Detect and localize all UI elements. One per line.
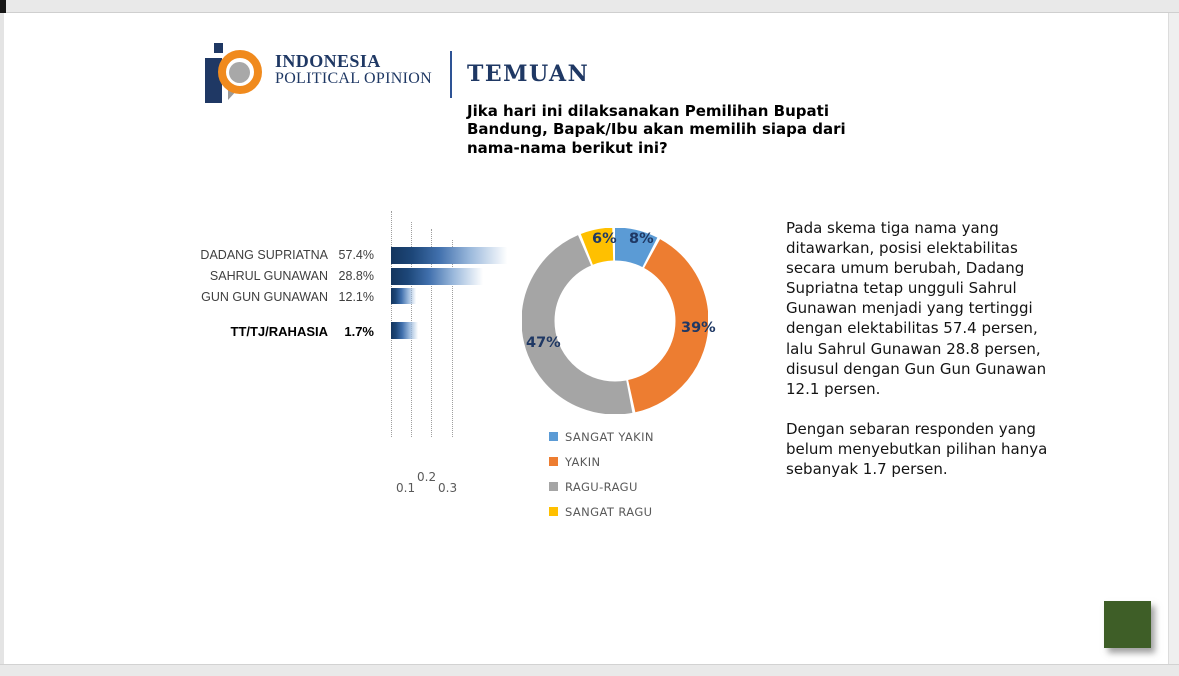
bar-category-row [172,289,374,305]
bar-value-label: 12.1% [338,290,374,304]
commentary-paragraph-2: Dengan sebaran responden yang belum menyebutkan pilihan hanya sebanyak 1.7 persen. [786,419,1048,479]
x-axis-tick-label: 0.3 [438,481,458,495]
bar [391,268,486,285]
bar-category-label: SAHRUL GUNAWAN [209,269,328,283]
legend-label: SANGAT YAKIN [565,429,654,444]
viewer-right-edge [1168,13,1179,676]
header-divider [450,51,452,98]
brand-name-line2: POLITICAL OPINION [275,69,432,87]
commentary [786,218,1056,479]
bar-category-row [172,268,374,284]
legend-label: SANGAT RAGU [565,504,653,519]
legend-item [549,424,654,449]
ipo-logo-icon [229,62,250,83]
survey-question: Jika hari ini dilaksanakan Pemilihan Bupati Bandung, Bapak/Ibu akan memilih siapa dari nama-nama berikut ini? [467,102,846,157]
commentary-paragraph-1: Pada skema tiga nama yang ditawarkan, posisi elektabilitas secara umum berubah, Dadang Supriatna tetap ungguli Sahrul Gunawan menjadi yang tertinggi dengan elektabilitas 57.4 persen, lalu Sahrul Gunawan 28.8 persen, disusul dengan Gun Gun Gunawan 12.1 persen. [786,219,1047,398]
bar [391,288,417,304]
donut-percent-label: 6% [592,231,617,247]
bar-category-row [172,323,374,339]
brand-name-line1: INDONESIA [275,51,381,71]
legend-item [549,449,654,474]
brand-name [275,52,432,88]
bar-value-label: 57.4% [338,248,374,262]
donut-percent-label: 39% [681,320,716,336]
viewer-bottom-edge [0,664,1179,676]
viewer-corner-notch [0,0,6,13]
viewer-top-edge [0,0,1179,13]
viewer-left-edge [0,13,4,664]
x-axis-tick-label: 0.2 [417,470,437,484]
bar [391,322,419,339]
bar-category-label: TT/TJ/RAHASIA [230,323,328,339]
bar-value-label: 28.8% [338,269,374,283]
legend-label: YAKIN [565,454,601,469]
legend-swatch-icon [549,457,558,466]
donut-percent-label: 8% [629,231,654,247]
bar-category-label: GUN GUN GUNAWAN [201,290,328,304]
bar [391,247,511,264]
bar-category-label: DADANG SUPRIATNA [200,248,328,262]
legend-swatch-icon [549,507,558,516]
legend-label: RAGU-RAGU [565,479,638,494]
bar-value-label: 1.7% [344,323,374,339]
legend-swatch-icon [549,432,558,441]
green-accent-square [1104,601,1151,648]
bar-category-row [172,247,374,263]
legend-item [549,474,654,499]
donut-legend [549,424,654,524]
x-axis-tick-label: 0.1 [396,481,416,495]
donut-percent-label: 47% [526,335,561,351]
legend-item [549,499,654,524]
slide-title: TEMUAN [467,61,590,87]
legend-swatch-icon [549,482,558,491]
ipo-logo-icon [214,43,223,53]
